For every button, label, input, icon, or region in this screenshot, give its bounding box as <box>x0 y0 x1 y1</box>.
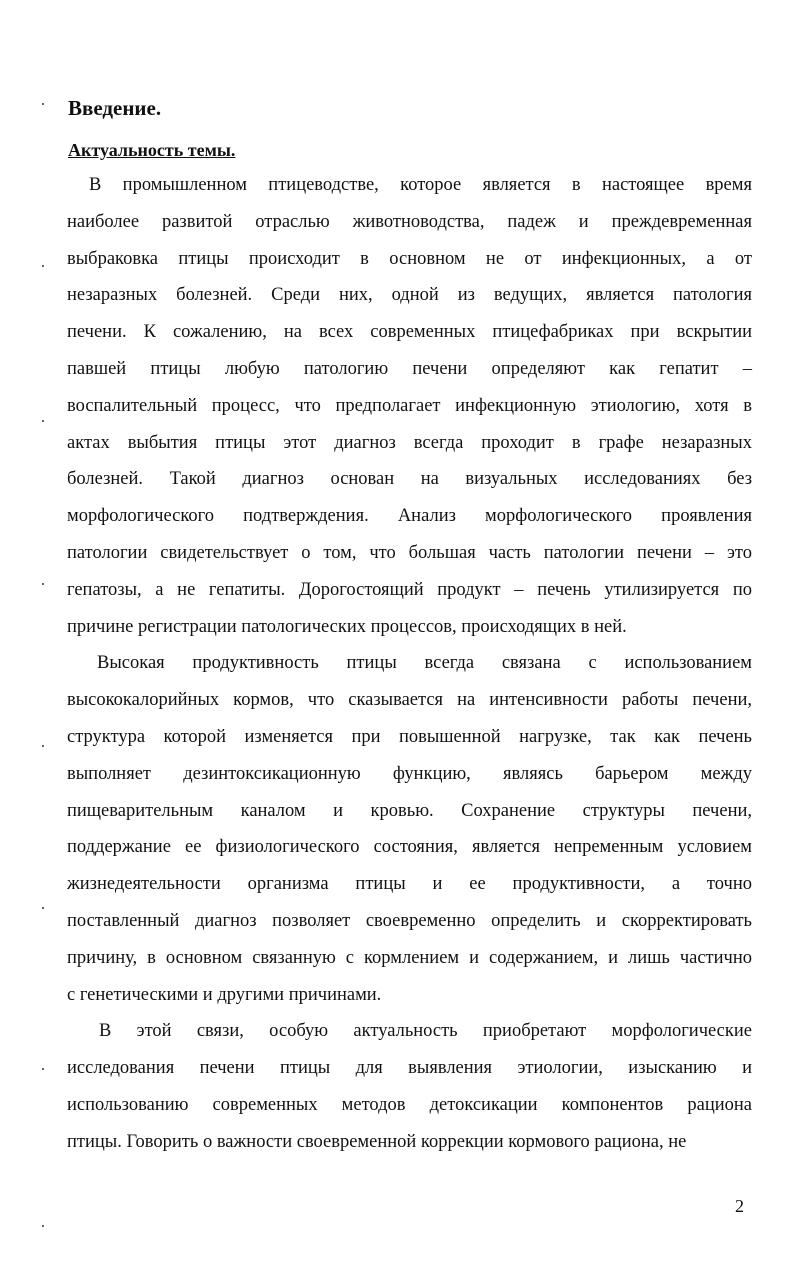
text-line: высококалорийных кормов, что сказывается на интенсивности работы печени, <box>67 690 752 711</box>
text-line: причину, в основном связанную с кормлением и содержанием, и лишь частично <box>67 947 752 968</box>
text-line: птицы. Говорить о важности своевременной коррекции кормового рациона, не <box>67 1131 687 1152</box>
text-line: патологии свидетельствует о том, что большая часть патологии печени – это <box>67 542 752 563</box>
scan-speck <box>42 1068 44 1070</box>
text-line: с генетическими и другими причинами. <box>67 984 382 1005</box>
scan-speck <box>42 745 44 747</box>
text-line: исследования печени птицы для выявления этиологии, изысканию и <box>67 1058 752 1079</box>
scan-speck <box>42 583 44 585</box>
text-line: воспалительный процесс, что предполагает инфекционную этиологию, хотя в <box>67 395 752 416</box>
text-line: поставленный диагноз позволяет своевременно определить и скорректировать <box>67 910 752 931</box>
text-line: В этой связи, особую актуальность приобретают морфологические <box>99 1021 752 1042</box>
text-line: гепатозы, а не гепатиты. Дорогостоящий продукт – печень утилизируется по <box>67 579 752 600</box>
paragraph <box>67 1013 752 1160</box>
scan-speck <box>42 420 44 422</box>
body-text <box>67 167 752 1161</box>
text-line: наиболее развитой отраслью животноводства, падеж и преждевременная <box>67 211 752 232</box>
scan-speck <box>42 265 44 267</box>
text-line: В промышленном птицеводстве, которое является в настоящее время <box>89 175 752 195</box>
section-subheading: Актуальность темы. <box>68 140 236 160</box>
text-line: структура которой изменяется при повышенной нагрузке, так как печень <box>67 726 752 747</box>
paragraph <box>67 645 752 1013</box>
page-number: 2 <box>735 1196 744 1216</box>
text-line: поддержание ее физиологического состояния, является непременным условием <box>67 837 752 858</box>
scan-speck <box>42 1225 44 1227</box>
page-heading: Введение. <box>68 96 162 120</box>
text-line: жизнедеятельности организма птицы и ее продуктивности, а точно <box>67 874 752 895</box>
text-line: использованию современных методов детоксикации компонентов рациона <box>67 1094 752 1115</box>
text-line: болезней. Такой диагноз основан на визуальных исследованиях без <box>67 469 752 490</box>
text-line: печени. К сожалению, на всех современных птицефабриках при вскрытии <box>67 322 752 343</box>
text-line: выполняет дезинтоксикационную функцию, являясь барьером между <box>67 763 752 784</box>
text-line: Высокая продуктивность птицы всегда связана с использованием <box>97 653 752 674</box>
text-line: павшей птицы любую патологию печени определяют как гепатит – <box>67 358 752 379</box>
text-line: пищеварительным каналом и кровью. Сохранение структуры печени, <box>67 800 752 821</box>
paragraph <box>67 167 752 645</box>
scan-speck <box>42 907 44 909</box>
text-line: причине регистрации патологических процессов, происходящих в ней. <box>67 616 627 637</box>
text-line: незаразных болезней. Среди них, одной из ведущих, является патология <box>67 285 752 306</box>
text-line: выбраковка птицы происходит в основном не от инфекционных, а от <box>67 248 752 269</box>
text-line: актах выбытия птицы этот диагноз всегда проходит в графе незаразных <box>67 432 752 453</box>
text-line: морфологического подтверждения. Анализ морфологического проявления <box>67 506 752 527</box>
scan-speck <box>42 103 44 105</box>
